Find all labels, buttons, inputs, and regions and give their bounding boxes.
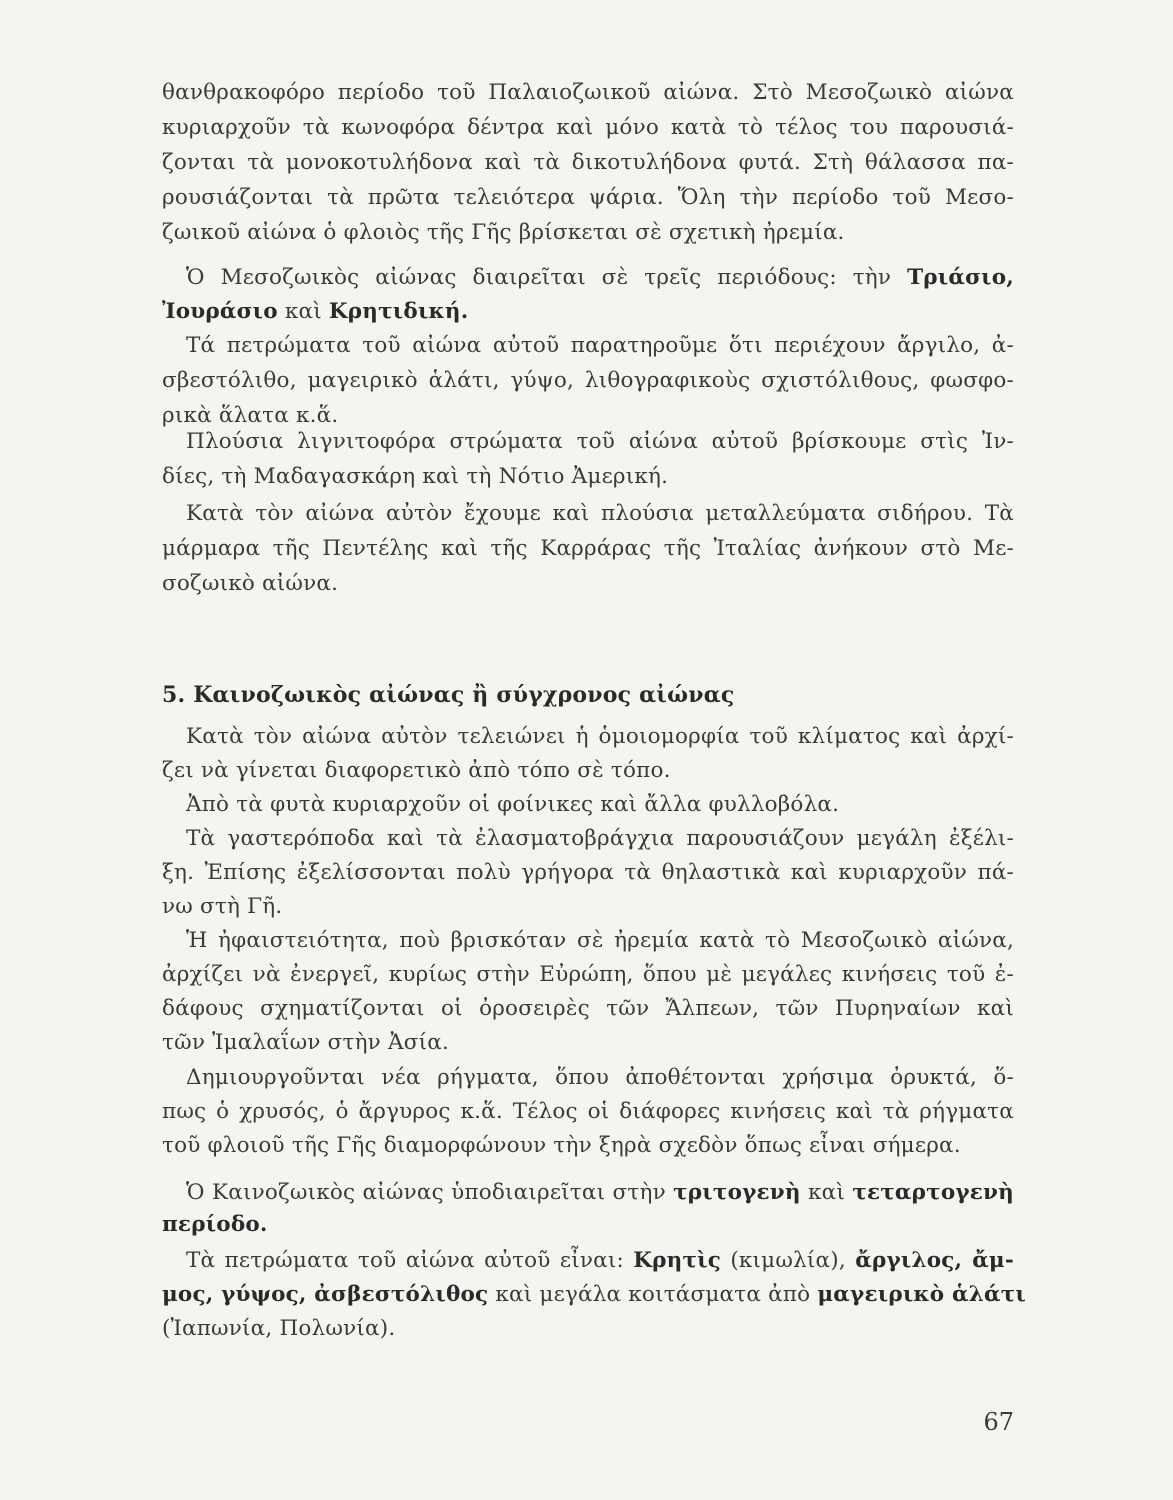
text-line: νω στὴ Γῆ.	[162, 894, 283, 919]
term-tetartogeni: τεταρτογενὴ	[852, 1180, 1014, 1205]
term-list: μος, γύψος, ἀσβεστόλιθος	[162, 1282, 489, 1307]
text-line	[162, 295, 1014, 329]
term-triasio: Τριάσιο,	[907, 265, 1014, 290]
text-segment: καὶ	[808, 1180, 846, 1205]
text-line: ζωικοῦ αἰώνα ὁ φλοιὸς τῆς Γῆς βρίσκεται σὲ σχετικὴ ἠρεμία.	[162, 220, 845, 245]
text-line: ρικὰ ἅλατα κ.ἅ.	[162, 403, 339, 428]
text-line: Κατὰ τὸν αἰώνα αὐτὸν ἔχουμε καὶ πλούσια μεταλλεύματα σιδήρου. Τὰ	[186, 501, 1014, 526]
text-segment: Ὁ Καινοζωικὸς αἰώνας ὑποδιαιρεῖται στὴν	[186, 1180, 666, 1205]
text-line: μάρμαρα τῆς Πεντέλης καὶ τῆς Καρράρας τῆς Ἰταλίας ἀνήκουν στὸ Με-	[162, 536, 1014, 561]
text-line: ζει νὰ γίνεται διαφορετικὸ ἀπὸ τόπο σὲ τόπο.	[162, 758, 671, 783]
text-line	[162, 1278, 1027, 1312]
text-line: Τὰ γαστερόποδα καὶ τὰ ἐλασματοβράγχια παρουσιάζουν μεγάλη ἐξέλι-	[186, 826, 1014, 851]
text-line: δάφους σχηματίζονται οἱ ὀροσειρὲς τῶν Ἄλπεων, τῶν Πυρηναίων καὶ	[162, 996, 1014, 1021]
term-kritis: Κρητὶς	[633, 1248, 722, 1273]
text-segment: (κιμωλία),	[730, 1248, 846, 1273]
text-line: Πλούσια λιγνιτοφόρα στρώματα τοῦ αἰώνα αὐτοῦ βρίσκουμε στὶς Ἰν-	[186, 429, 1014, 454]
text-line: (Ἰαπωνία, Πολωνία).	[162, 1316, 396, 1341]
text-line: σβεστόλιθο, μαγειρικὸ ἁλάτι, γύψο, λιθογραφικοὺς σχιστόλιθους, φωσφο-	[162, 368, 1014, 393]
section-heading: 5. Καινοζωικὸς αἰώνας ἢ σύγχρονος αἰώνας	[162, 682, 735, 708]
text-line: δίες, τὴ Μαδαγασκάρη καὶ τὴ Νότιο Ἀμερική.	[162, 464, 669, 489]
text-segment: Ὁ Μεσοζωικὸς αἰώνας διαιρεῖται σὲ τρεῖς περιόδους: τὴν	[186, 265, 892, 290]
text-segment: Τὰ πετρώματα τοῦ αἰώνα αὐτοῦ εἶναι:	[186, 1248, 624, 1273]
term-tritogeni: τριτογενὴ	[673, 1180, 801, 1205]
text-line: Τά πετρώματα τοῦ αἰώνα αὐτοῦ παρατηροῦμε ὅτι περιέχουν ἄργιλο, ἀ-	[186, 333, 1014, 358]
text-line: ἀρχίζει νὰ ἐνεργεῖ, κυρίως στὴν Εὐρώπη, ὅπου μὲ μεγάλες κινήσεις τοῦ ἐ-	[162, 962, 1014, 987]
text-line: Δημιουργοῦνται νέα ρήγματα, ὅπου ἀποθέτονται χρήσιμα ὀρυκτά, ὅ-	[186, 1065, 1014, 1090]
text-line	[186, 261, 1014, 295]
term-iourasio: Ἰουράσιο	[162, 299, 278, 324]
text-line: θανθρακοφόρο περίοδο τοῦ Παλαιοζωικοῦ αἰώνα. Στὸ Μεσοζωικὸ αἰώνα	[162, 80, 1014, 105]
text-line: σοζωικὸ αἰώνα.	[162, 571, 339, 596]
text-line: τοῦ φλοιοῦ τῆς Γῆς διαμορφώνουν τὴν ξηρὰ σχεδὸν ὅπως εἶναι σήμερα.	[162, 1133, 961, 1158]
text-line: Ἀπὸ τὰ φυτὰ κυριαρχοῦν οἱ φοίνικες καὶ ἄλλα φυλλοβόλα.	[186, 792, 840, 817]
text-segment: καὶ μεγάλα κοιτάσματα ἀπὸ	[495, 1282, 811, 1307]
page-number: 67	[983, 1408, 1014, 1436]
text-line	[186, 1176, 1014, 1210]
text-line: ξη. Ἐπίσης ἐξελίσσονται πολὺ γρήγορα τὰ θηλαστικὰ καὶ κυριαρχοῦν πά-	[162, 860, 1014, 885]
text-segment: καὶ	[284, 299, 322, 324]
text-line: περίοδο.	[162, 1212, 268, 1237]
text-line: πως ὁ χρυσός, ὁ ἄργυρος κ.ἅ. Τέλος οἱ διάφορες κινήσεις καὶ τὰ ρήγματα	[162, 1099, 1014, 1124]
text-line	[186, 1244, 1014, 1278]
text-line: ρουσιάζονται τὰ πρῶτα τελειότερα ψάρια. Ὅλη τὴν περίοδο τοῦ Μεσο-	[162, 185, 1014, 210]
text-line: ζονται τὰ μονοκοτυλήδονα καὶ τὰ δικοτυλήδονα φυτά. Στὴ θάλασσα πα-	[162, 150, 1014, 175]
text-line: Κατὰ τὸν αἰώνα αὐτὸν τελειώνει ἡ ὁμοιομορφία τοῦ κλίματος καὶ ἀρχί-	[186, 724, 1014, 749]
text-line: κυριαρχοῦν τὰ κωνοφόρα δέντρα καὶ μόνο κατὰ τὸ τέλος του παρουσιά-	[162, 115, 1014, 140]
text-line: Ἡ ἠφαιστειότητα, ποὺ βρισκόταν σὲ ἠρεμία κατὰ τὸ Μεσοζωικὸ αἰώνα,	[186, 928, 1014, 953]
term-argilos: ἄργιλος, ἄμ-	[855, 1248, 1014, 1273]
term-mageiriko-alati: μαγειρικὸ ἁλάτι	[817, 1282, 1027, 1307]
text-line: τῶν Ἰμαλαΐων στὴν Ἀσία.	[162, 1030, 449, 1055]
term-kritidiki: Κρητιδική.	[328, 299, 469, 324]
